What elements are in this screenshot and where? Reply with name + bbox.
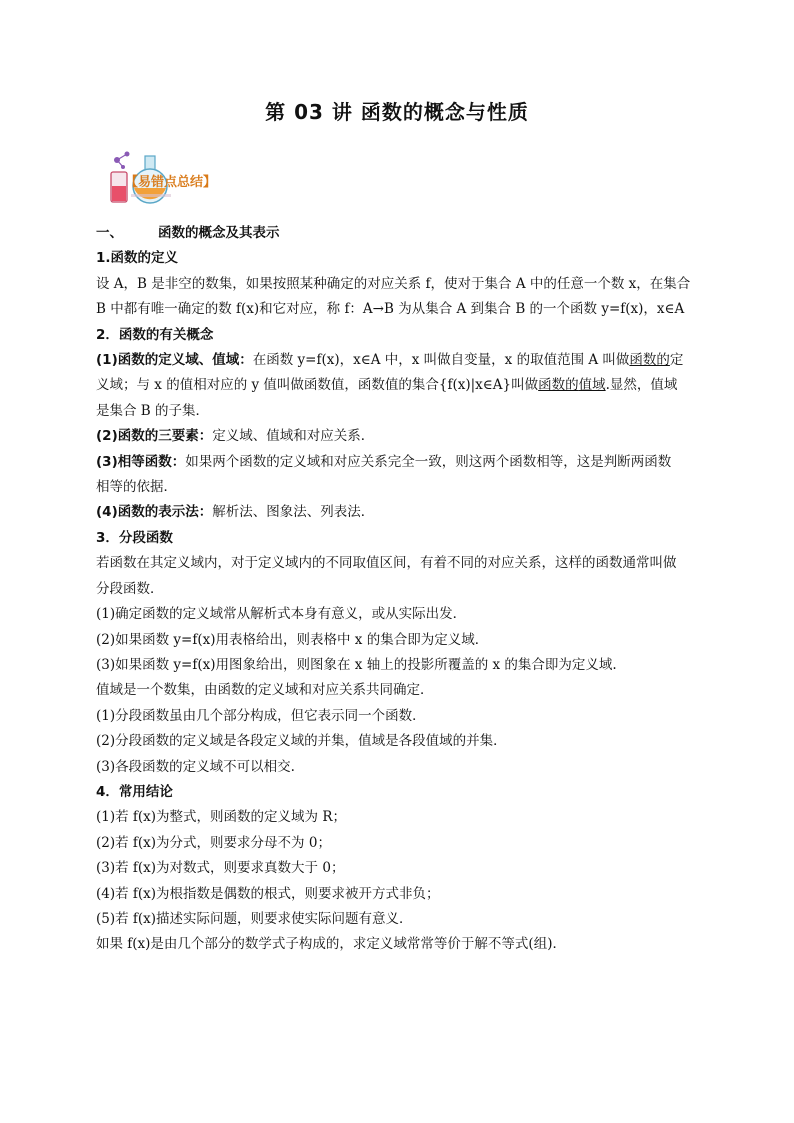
paragraph: 是集合 B 的子集．	[96, 402, 210, 419]
section-number: 一、	[96, 225, 123, 241]
list-item: (2)分段函数的定义域是各段定义域的并集，值域是各段值域的并集．	[96, 733, 507, 750]
subheading-conclusions: 4．常用结论	[96, 783, 173, 800]
paragraph	[96, 373, 700, 398]
text-span: 如果两个函数的定义域和对应关系完全一致，则这两个函数相等，这是判断两函数	[185, 453, 672, 470]
term-label: (4)函数的表示法：	[96, 504, 213, 521]
text-span: 定	[669, 352, 684, 369]
list-item: (4)若 f(x)为根指数是偶数的根式，则要求被开方式非负；	[96, 885, 440, 902]
list-item: (1)分段函数虽由几个部分构成，但它表示同一个函数．	[96, 707, 426, 724]
text-span: 在函数 y=f(x)，x∈A 中，x 叫做自变量，x 的取值范围 A 叫做	[252, 352, 630, 369]
list-item: (1)若 f(x)为整式，则函数的定义域为 R；	[96, 809, 347, 826]
paragraph: 相等的依据．	[96, 479, 177, 496]
paragraph	[96, 500, 700, 525]
list-item: (3)各段函数的定义域不可以相交.	[96, 758, 295, 775]
text-span: ；与 x 的值相对应的 y 值叫做函数值，函数值的集合{f(x)|x∈A}叫做	[123, 377, 539, 394]
text-span: 解析法、图象法、列表法．	[212, 504, 375, 521]
paragraph: 设 A，B 是非空的数集，如果按照某种确定的对应关系 f，使对于集合 A 中的任意一个数 x，在集合	[96, 275, 691, 292]
term-label: (2)函数的三要素：	[96, 428, 213, 445]
page-title: 第 03 讲 函数的概念与性质	[265, 100, 529, 124]
list-item: (3)若 f(x)为对数式，则要求真数大于 0；	[96, 860, 345, 877]
subheading-definition: 1.函数的定义	[96, 250, 179, 267]
text-span: 定义域、值域和对应关系．	[212, 428, 375, 445]
paragraph	[96, 424, 700, 449]
badge-label: 【易错点总结】	[125, 175, 217, 190]
subheading-concepts: 2．函数的有关概念	[96, 326, 214, 343]
section-title: 函数的概念及其表示	[158, 225, 280, 241]
document-body	[96, 221, 700, 958]
text-span: 义域	[96, 377, 123, 394]
list-item: (3)如果函数 y=f(x)用图象给出，则图象在 x 轴上的投影所覆盖的 x 的集合即为定义域.	[96, 656, 617, 673]
term-label: (1)函数的定义域、值域：	[96, 352, 253, 369]
section-heading	[96, 221, 700, 246]
list-item: (5)若 f(x)描述实际问题，则要求使实际问题有意义．	[96, 910, 413, 927]
subheading-piecewise: 3．分段函数	[96, 529, 173, 546]
paragraph: 值域是一个数集，由函数的定义域和对应关系共同确定．	[96, 682, 434, 699]
underlined-text: 函数的	[629, 352, 670, 369]
paragraph	[96, 450, 700, 475]
paragraph	[96, 348, 700, 373]
text-span: .显然，值域	[605, 377, 678, 394]
paragraph: 分段函数．	[96, 580, 164, 597]
paragraph: 若函数在其定义域内，对于定义域内的不同取值区间，有着不同的对应关系，这样的函数通常叫做	[96, 555, 677, 572]
term-label: (3)相等函数：	[96, 453, 186, 470]
list-item: (1)确定函数的定义域常从解析式本身有意义，或从实际出发．	[96, 606, 467, 623]
underlined-text: 函数的	[538, 377, 579, 394]
paragraph: 如果 f(x)是由几个部分的数学式子构成的，求定义域常常等价于解不等式(组)．	[96, 936, 566, 953]
section-badge	[105, 150, 255, 206]
list-item: (2)若 f(x)为分式，则要求分母不为 0；	[96, 834, 331, 851]
list-item: (2)如果函数 y=f(x)用表格给出，则表格中 x 的集合即为定义域．	[96, 631, 489, 648]
paragraph: B 中都有唯一确定的数 f(x)和它对应，称 f：A→B 为从集合 A 到集合 B 的一个函数 y=f(x)，x∈A	[96, 301, 685, 318]
underlined-text: 值域	[578, 377, 606, 394]
